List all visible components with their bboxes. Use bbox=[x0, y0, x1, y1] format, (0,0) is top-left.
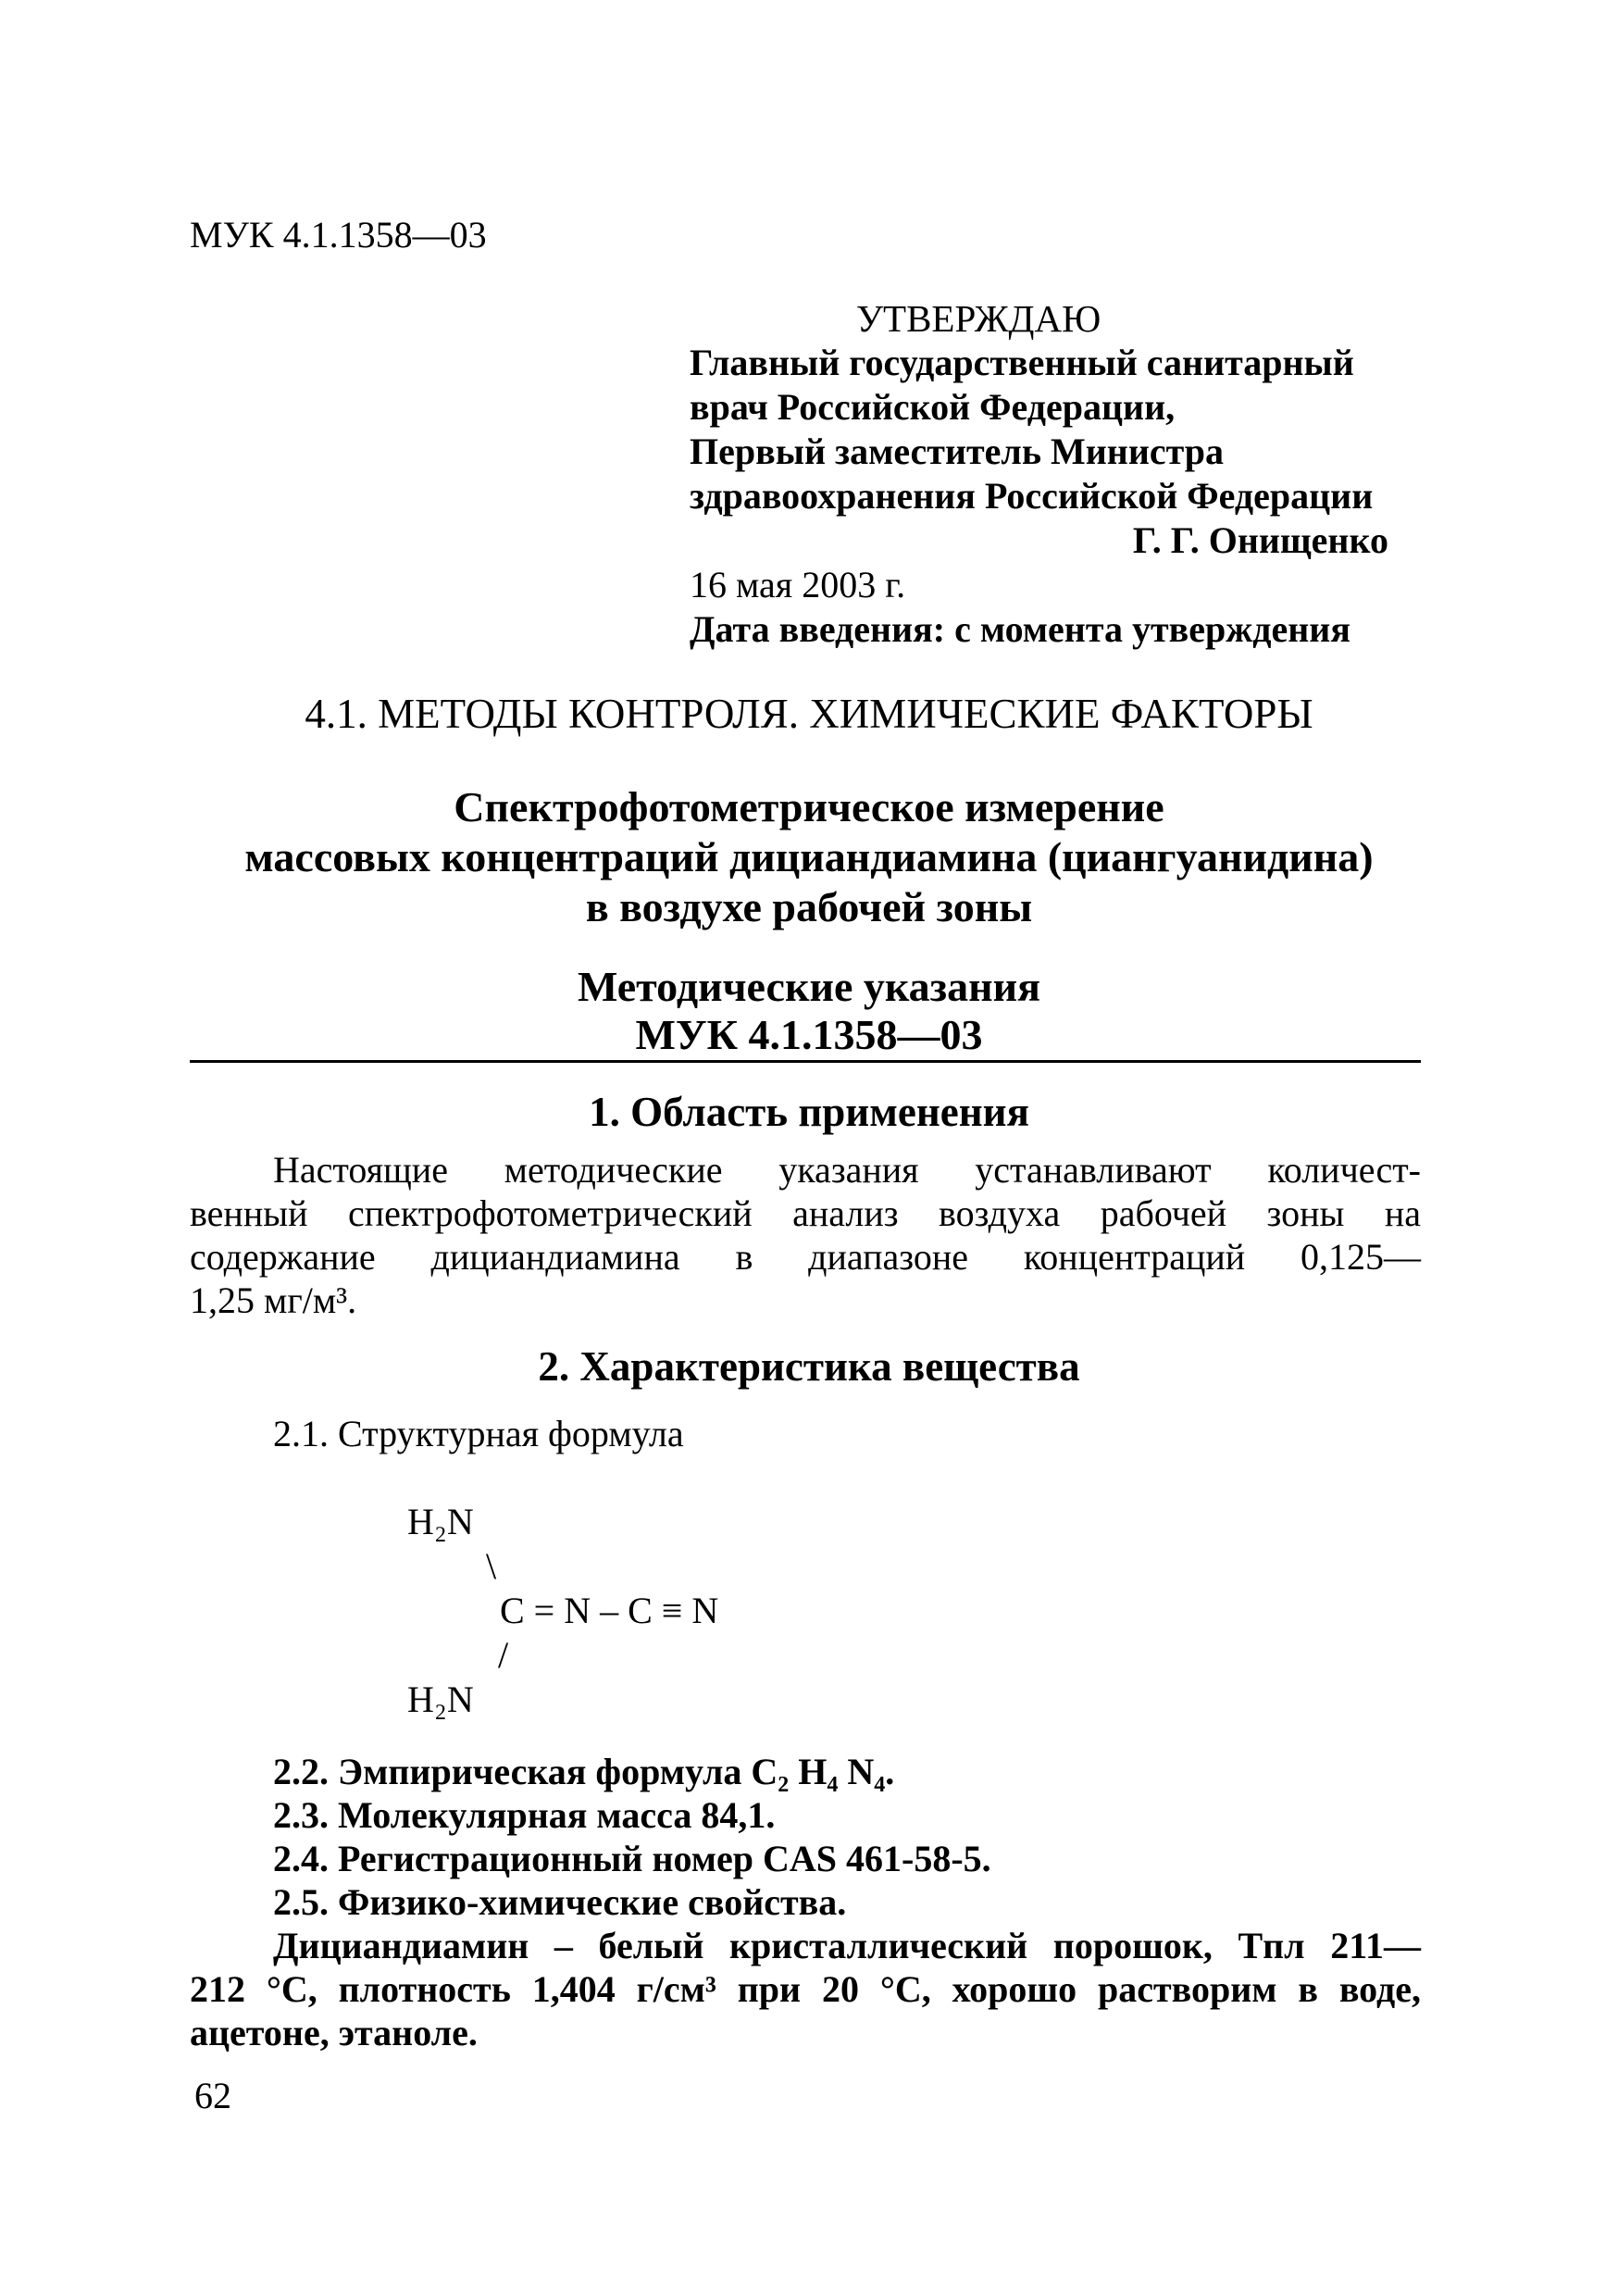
title-line: массовых концентраций дициандиамина (циангуанидина) bbox=[244, 833, 1374, 880]
approval-title: УТВЕРЖДАЮ bbox=[856, 297, 1101, 340]
page-number: 62 bbox=[194, 2075, 231, 2116]
approval-line: врач Российской Федерации, bbox=[690, 386, 1176, 428]
formula-main-chain: C = N – C ≡ N bbox=[500, 1590, 719, 1631]
structural-formula bbox=[407, 1500, 778, 1722]
formula-amine-top: H₂N bbox=[407, 1501, 474, 1542]
subtitle-line: Методические указания bbox=[577, 963, 1041, 1010]
document-title bbox=[0, 782, 1618, 932]
paragraph-line: ацетоне, этаноле. bbox=[190, 2012, 478, 2053]
document-code: МУК 4.1.1358—03 bbox=[190, 214, 487, 256]
item-cas-number: 2.4. Регистрационный номер CAS 461-58-5. bbox=[273, 1838, 991, 1879]
approval-line: Первый заместитель Министра bbox=[690, 430, 1225, 472]
approval-block bbox=[690, 296, 1430, 652]
title-line: в воздухе рабочей зоны bbox=[585, 883, 1033, 930]
horizontal-rule bbox=[190, 1060, 1421, 1063]
approval-line: Главный государственный санитарный bbox=[690, 342, 1354, 383]
subtitle-code: МУК 4.1.1358—03 bbox=[635, 1011, 983, 1058]
title-line: Спектрофотометрическое измерение bbox=[454, 783, 1164, 830]
formula-bond-bottom: / bbox=[498, 1634, 509, 1676]
approval-signer: Г. Г. Онищенко bbox=[1132, 519, 1388, 561]
section-heading: 4.1. МЕТОДЫ КОНТРОЛЯ. ХИМИЧЕСКИЕ ФАКТОРЫ bbox=[305, 691, 1313, 737]
effective-date: Дата введения: с момента утверждения bbox=[690, 608, 1350, 650]
approval-date: 16 мая 2003 г. bbox=[690, 564, 906, 605]
formula-amine-bottom: H₂N bbox=[407, 1678, 474, 1720]
paragraph-line: 1,25 мг/м³. bbox=[190, 1279, 357, 1321]
paragraph-line: Настоящие методические указания устанавливают количест- bbox=[273, 1149, 1421, 1191]
paragraph-line: 212 °С, плотность 1,404 г/см³ при 20 °С, хорошо растворим в воде, bbox=[190, 1968, 1421, 2010]
section-1-paragraph bbox=[190, 1148, 1421, 1322]
section-1-heading: 1. Область применения bbox=[589, 1089, 1029, 1135]
paragraph-line: содержание дициандиамина в диапазоне концентраций 0,125— bbox=[190, 1236, 1421, 1278]
document-subtitle bbox=[0, 963, 1618, 1059]
paragraph-line: венный спектрофотометрический анализ воздуха рабочей зоны на bbox=[190, 1192, 1421, 1234]
paragraph-line: Дициандиамин – белый кристаллический порошок, Tпл 211— bbox=[273, 1925, 1421, 1966]
approval-line: здравоохранения Российской Федерации bbox=[690, 475, 1374, 517]
item-molecular-mass: 2.3. Молекулярная масса 84,1. bbox=[273, 1794, 776, 1836]
item-properties: 2.5. Физико-химические свойства. bbox=[273, 1881, 847, 1923]
section-2-heading: 2. Характеристика вещества bbox=[538, 1343, 1080, 1390]
properties-paragraph bbox=[190, 1924, 1421, 2054]
item-empirical-formula: 2.2. Эмпирическая формула C₂ H₄ N₄. bbox=[273, 1751, 895, 1792]
item-structural-formula: 2.1. Структурная формула bbox=[273, 1413, 684, 1454]
formula-bond-top: \ bbox=[486, 1545, 497, 1587]
